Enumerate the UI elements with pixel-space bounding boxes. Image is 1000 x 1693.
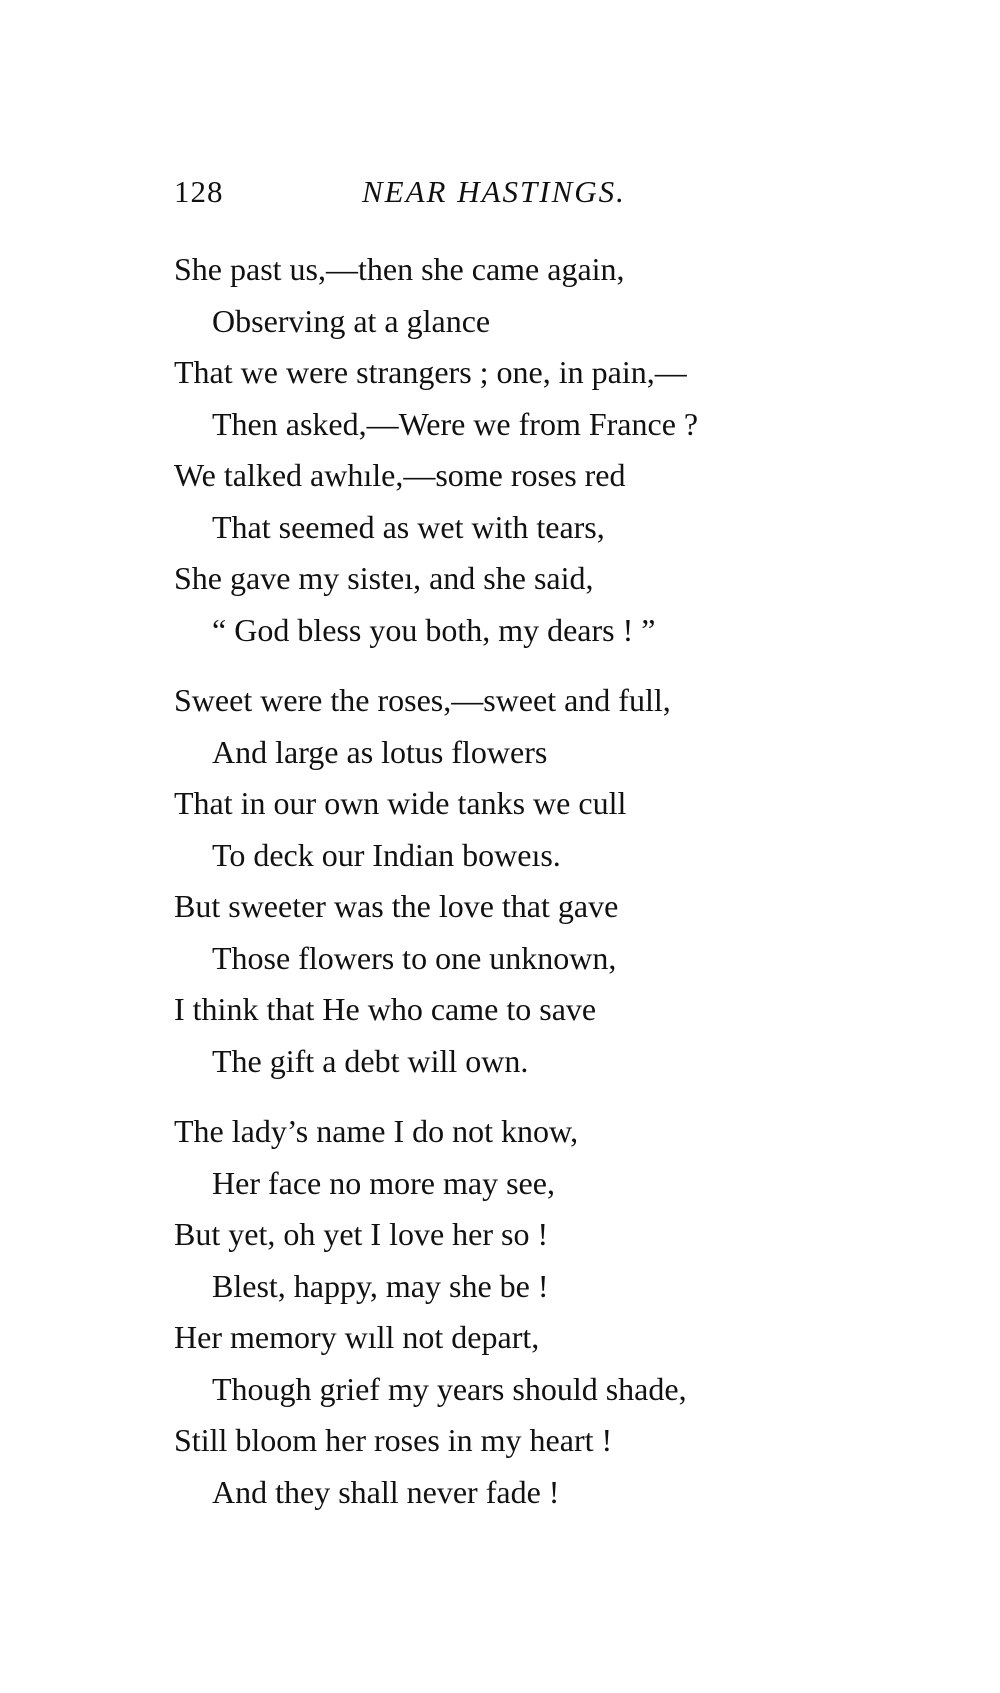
verse-line: That in our own wide tanks we cull	[174, 785, 627, 821]
verse-line: That we were strangers ; one, in pain,—	[174, 354, 687, 390]
verse-line: Observing at a glance	[212, 302, 491, 339]
verse-line: “ God bless you both, my dears ! ”	[212, 611, 656, 648]
verse-line: That seemed as wet with tears,	[212, 508, 605, 545]
verse-line: Her memory wıll not depart,	[174, 1319, 540, 1355]
running-title: NEAR HASTINGS.	[362, 174, 626, 209]
verse-line: Blest, happy, may she be !	[212, 1267, 549, 1304]
poem-body	[174, 244, 894, 1518]
verse-line: Sweet were the roses,—sweet and full,	[174, 682, 671, 718]
verse-line: Though grief my years should shade,	[212, 1370, 687, 1407]
verse-line: The lady’s name I do not know,	[174, 1113, 579, 1149]
verse-line: We talked awhıle,—some roses red	[174, 457, 626, 493]
verse-line: She past us,—then she came again,	[174, 251, 625, 287]
verse-line: But sweeter was the love that gave	[174, 888, 619, 924]
verse-line: Then asked,—Were we from France ?	[212, 405, 699, 442]
page-header	[174, 170, 774, 214]
verse-line: The gift a debt will own.	[212, 1042, 529, 1079]
page-number: 128	[174, 174, 224, 209]
verse-line: Still bloom her roses in my heart !	[174, 1422, 613, 1458]
verse-line: Her face no more may see,	[212, 1164, 555, 1201]
verse-line: But yet, oh yet I love her so !	[174, 1216, 549, 1252]
stanza-2	[174, 675, 894, 1087]
verse-line: And they shall never fade !	[212, 1473, 560, 1510]
stanza-3	[174, 1106, 894, 1518]
verse-line: I think that He who came to save	[174, 991, 597, 1027]
verse-line: Those flowers to one unknown,	[212, 939, 617, 976]
verse-line: She gave my sisteı, and she said,	[174, 560, 594, 596]
verse-line: To deck our Indian boweıs.	[212, 836, 561, 873]
verse-line: And large as lotus flowers	[212, 733, 548, 770]
stanza-1	[174, 244, 894, 656]
